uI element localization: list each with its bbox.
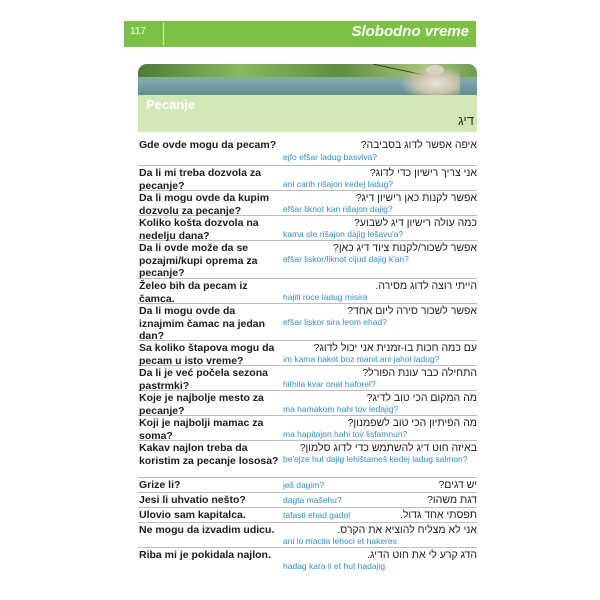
phrase-row (138, 366, 477, 391)
fishing-photo (138, 64, 477, 95)
phrase-serbian: Da li mi treba dozvola za pecanje? (139, 167, 261, 192)
phrase-row (138, 138, 477, 166)
phrase-hebrew: הדג קרע לי את חוט הדיג. (367, 549, 477, 561)
phrase-serbian: Koji je najbolji mamac za soma? (139, 417, 264, 442)
phrase-serbian: Da li ovde može da se pozajmi/kupi oprema za pecanje? (139, 242, 258, 279)
phrase-row (138, 216, 477, 241)
phrase-row (138, 304, 477, 341)
phrase-transliteration: dagta mašehu? (283, 495, 342, 505)
phrase-row (138, 241, 477, 279)
page-number: 117 (130, 26, 146, 37)
phrase-transliteration: efšar liskor sira leom ehad? (283, 317, 387, 327)
phrase-transliteration: ma hapitajon hahi tov lisfamnun? (283, 429, 408, 439)
phrase-serbian: Ne mogu da izvadim udicu. (139, 524, 275, 536)
phrase-row (138, 166, 477, 191)
phrase-serbian: Ulovio sam kapitalca. (139, 509, 246, 521)
photo-hat (426, 65, 444, 75)
phrase-row (138, 391, 477, 416)
phrase-row (138, 493, 477, 508)
phrase-serbian: Koje je najbolje mesto za pecanje? (139, 392, 264, 417)
phrase-hebrew: התחילה כבר עונת הפורל? (362, 367, 477, 379)
phrase-hebrew: עם כמה חכות בו-זמנית אני יכול לדוג? (313, 342, 477, 354)
phrase-transliteration: hithila kvar onat haforel? (283, 379, 376, 389)
phrase-hebrew: אפשר לקנות כאן רישיון דיג? (355, 192, 477, 204)
phrase-transliteration: tafasti ehad gadol (283, 510, 351, 520)
phrase-row (138, 548, 477, 572)
phrase-hebrew: אפשר לשכור סירה ליום אחד? (347, 305, 477, 317)
phrase-hebrew: כמה עולה רישיון דיג לשבוע? (354, 217, 477, 229)
phrase-row (138, 508, 477, 523)
phrase-transliteration: hajiti roce ladug misira (283, 292, 368, 302)
chapter-title: Slobodno vreme (351, 23, 469, 40)
phrase-transliteration: ješ dagim? (283, 480, 325, 490)
phrase-transliteration: ejfo efšar ladug basviva? (283, 152, 378, 162)
phrase-hebrew: באיזה חוט דיג להשתמש כדי לדוג סלמון? (299, 442, 477, 454)
phrase-transliteration: efšar liknot kan rišajon dajig? (283, 204, 393, 214)
phrase-serbian: Sa koliko štapova mogu da pecam u isto vreme? (139, 342, 275, 367)
phrase-hebrew: אני צריך רישיון כדי לדוג? (369, 167, 477, 179)
header-divider (163, 23, 164, 45)
phrase-transliteration: hadag kara li et hut hadajig (283, 561, 386, 571)
phrase-row (138, 523, 477, 548)
phrase-row (138, 478, 477, 493)
phrase-transliteration: efšar liskor/liknot cijud dajig k'an? (283, 254, 409, 264)
phrase-row (138, 279, 477, 304)
section-title-hebrew: דיג (458, 113, 474, 128)
phrase-hebrew: אני לא מצליח להוציא את הקרס. (337, 524, 477, 536)
phrase-serbian: Kakav najlon treba da koristim za pecanje lososa? (139, 442, 279, 467)
phrase-transliteration: kama ole rišajon dajig lešavu'a? (283, 229, 404, 239)
phrase-serbian: Želeo bih da pecam iz čamca. (139, 280, 248, 305)
phrase-row (138, 416, 477, 441)
phrase-transliteration: ma hamakom hahi tov ledajig? (283, 404, 399, 414)
phrase-hebrew: איפה אפשר לדוג בסביבה? (360, 139, 477, 151)
phrase-transliteration: im kama hakot boz manit ani jahol ladug? (283, 354, 440, 364)
phrase-serbian: Riba mi je pokidala najlon. (139, 549, 271, 561)
section-title: Pecanje (146, 97, 196, 112)
phrase-serbian: Gde ovde mogu da pecam? (139, 139, 277, 151)
phrase-serbian: Koliko košta dozvola na nedelju dana? (139, 217, 259, 242)
phrase-row (138, 191, 477, 216)
phrase-serbian: Da li je već počela sezona pastrmki? (139, 367, 268, 392)
phrase-serbian: Da li mogu ovde da iznajmim čamac na jedan dan? (139, 305, 266, 342)
phrase-hebrew: הייתי רוצה לדוג מסירה. (375, 280, 477, 292)
phrase-hebrew: מה המקום הכי טוב לדיג? (366, 392, 477, 404)
phrase-hebrew: אפשר לשכור/לקנות ציוד דיג כאן? (333, 242, 477, 254)
phrase-hebrew: דגת משהו? (427, 494, 477, 506)
phrase-hebrew: יש דגים? (438, 479, 477, 491)
phrase-transliteration: ani lo maclia lehoci et hakeres (283, 536, 397, 546)
phrase-serbian: Jesi li uhvatio nešto? (139, 494, 246, 506)
phrase-serbian: Da li mogu ovde da kupim dozvolu za pecanje? (139, 192, 270, 217)
phrase-transliteration: ani carih rišajon kedej ladug? (283, 179, 394, 189)
phrase-row (138, 341, 477, 366)
phrase-serbian: Grize li? (139, 479, 181, 491)
phrase-hebrew: תפסתי אחד גדול. (399, 509, 477, 521)
phrase-hebrew: מה הפיתיון הכי טוב לשפמנון? (347, 417, 477, 429)
phrase-row (138, 441, 477, 478)
phrase-transliteration: be'ejze hut dajig lehištameš kedej ladug salmon? (283, 454, 468, 464)
